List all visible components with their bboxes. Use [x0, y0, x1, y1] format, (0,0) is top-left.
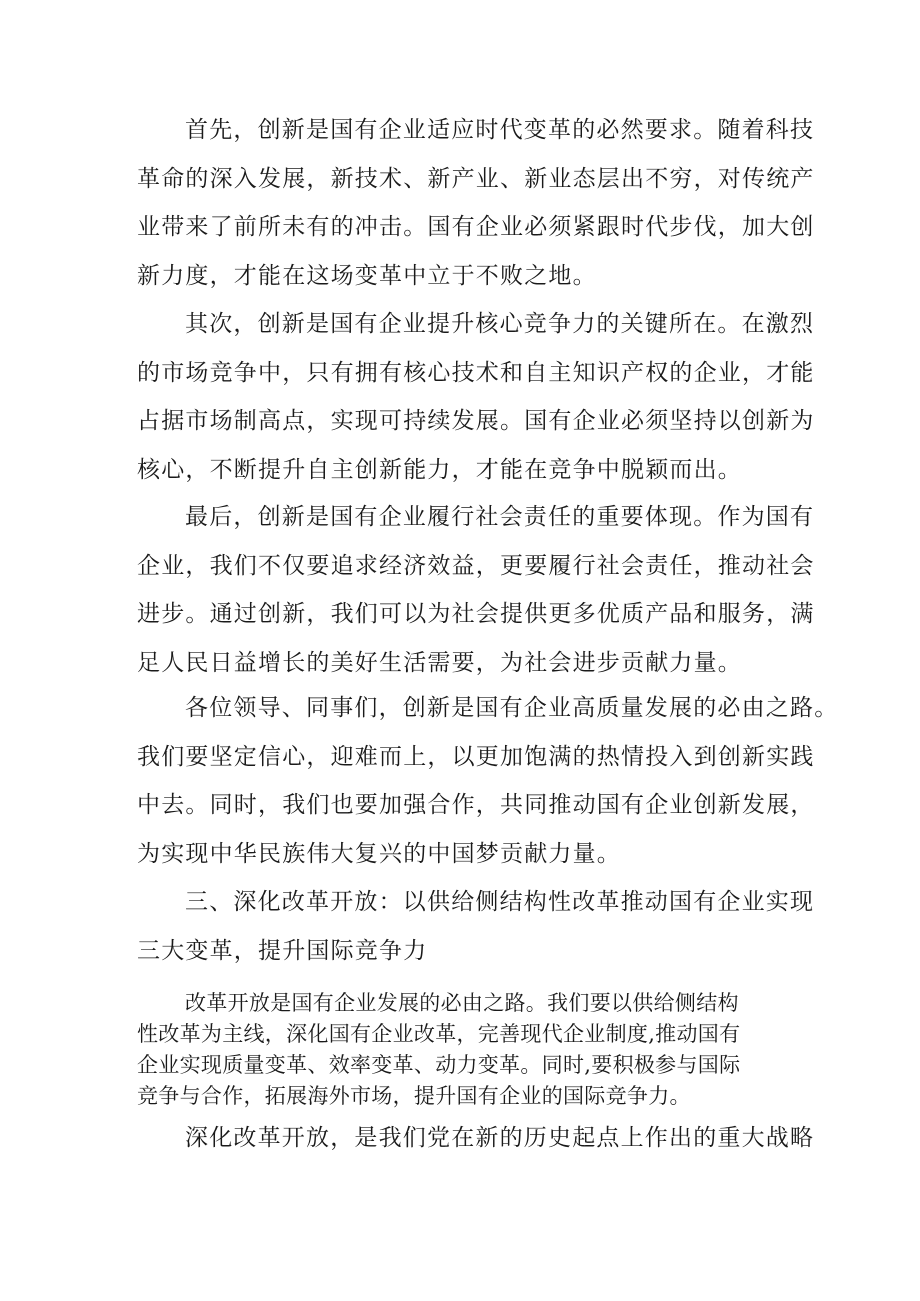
text-line: 我们要坚定信心，迎难而上，以更加饱满的热情投入到创新实践 — [137, 743, 815, 770]
text-line: 首先，创新是国有企业适应时代变革的必然要求。随着科技 — [185, 117, 815, 143]
paragraph-reform-path — [137, 988, 791, 1112]
paragraph-social-responsibility — [137, 493, 815, 687]
text-line: 进步。通过创新，我们可以为社会提供更多优质产品和服务，满 — [137, 601, 815, 628]
text-line: 新力度，才能在这场变革中立于不败之地。 — [137, 262, 597, 289]
text-line: 业带来了前所未有的冲击。国有企业必须紧跟时代步伐，加大创 — [137, 214, 815, 241]
text-line: 企业实现质量变革、效率变革、动力变革。同时,要积极参与国际 — [137, 1053, 741, 1077]
text-line: 企业，我们不仅要追求经济效益，更要履行社会责任，推动社会 — [137, 552, 815, 579]
heading-line: 三、深化改革开放：以供给侧结构性改革推动国有企业实现 — [185, 889, 815, 915]
text-line: 革命的深入发展，新技术、新产业、新业态层出不穷，对传统产 — [137, 165, 815, 192]
paragraph-deepen-reform — [137, 1114, 815, 1163]
text-line: 足人民日益增长的美好生活需要，为社会进步贡献力量。 — [137, 649, 742, 676]
heading-line: 三大变革，提升国际竞争力 — [137, 937, 428, 964]
text-line: 核心，不断提升自主创新能力，才能在竞争中脱颖而出。 — [137, 456, 742, 483]
text-line: 为实现中华民族伟大复兴的中国梦贡献力量。 — [137, 840, 621, 867]
text-line: 改革开放是国有企业发展的必由之路。我们要以供给侧结构 — [185, 991, 739, 1015]
text-line: 深化改革开放，是我们党在新的历史起点上作出的重大战略 — [185, 1125, 815, 1151]
text-line: 中去。同时，我们也要加强合作，共同推动国有企业创新发展， — [137, 792, 815, 819]
text-line: 各位领导、同事们，创新是国有企业高质量发展的必由之路。 — [185, 695, 839, 721]
text-line: 占据市场制高点，实现可持续发展。国有企业必须坚持以创新为 — [137, 408, 815, 435]
text-line: 最后，创新是国有企业履行社会责任的重要体现。作为国有 — [185, 504, 815, 530]
text-line: 性改革为主线，深化国有企业改革，完善现代企业制度,推动国有 — [137, 1022, 741, 1046]
section-heading-reform — [137, 878, 815, 975]
text-line: 的市场竞争中，只有拥有核心技术和自主知识产权的企业，才能 — [137, 359, 815, 386]
paragraph-closing-remarks — [137, 684, 839, 878]
text-line: 其次，创新是国有企业提升核心竞争力的关键所在。在激烈 — [185, 311, 815, 337]
paragraph-core-competitiveness — [137, 300, 815, 494]
text-line: 竞争与合作，拓展海外市场，提升国有企业的国际竞争力。 — [137, 1084, 691, 1108]
paragraph-innovation-era — [137, 106, 815, 300]
